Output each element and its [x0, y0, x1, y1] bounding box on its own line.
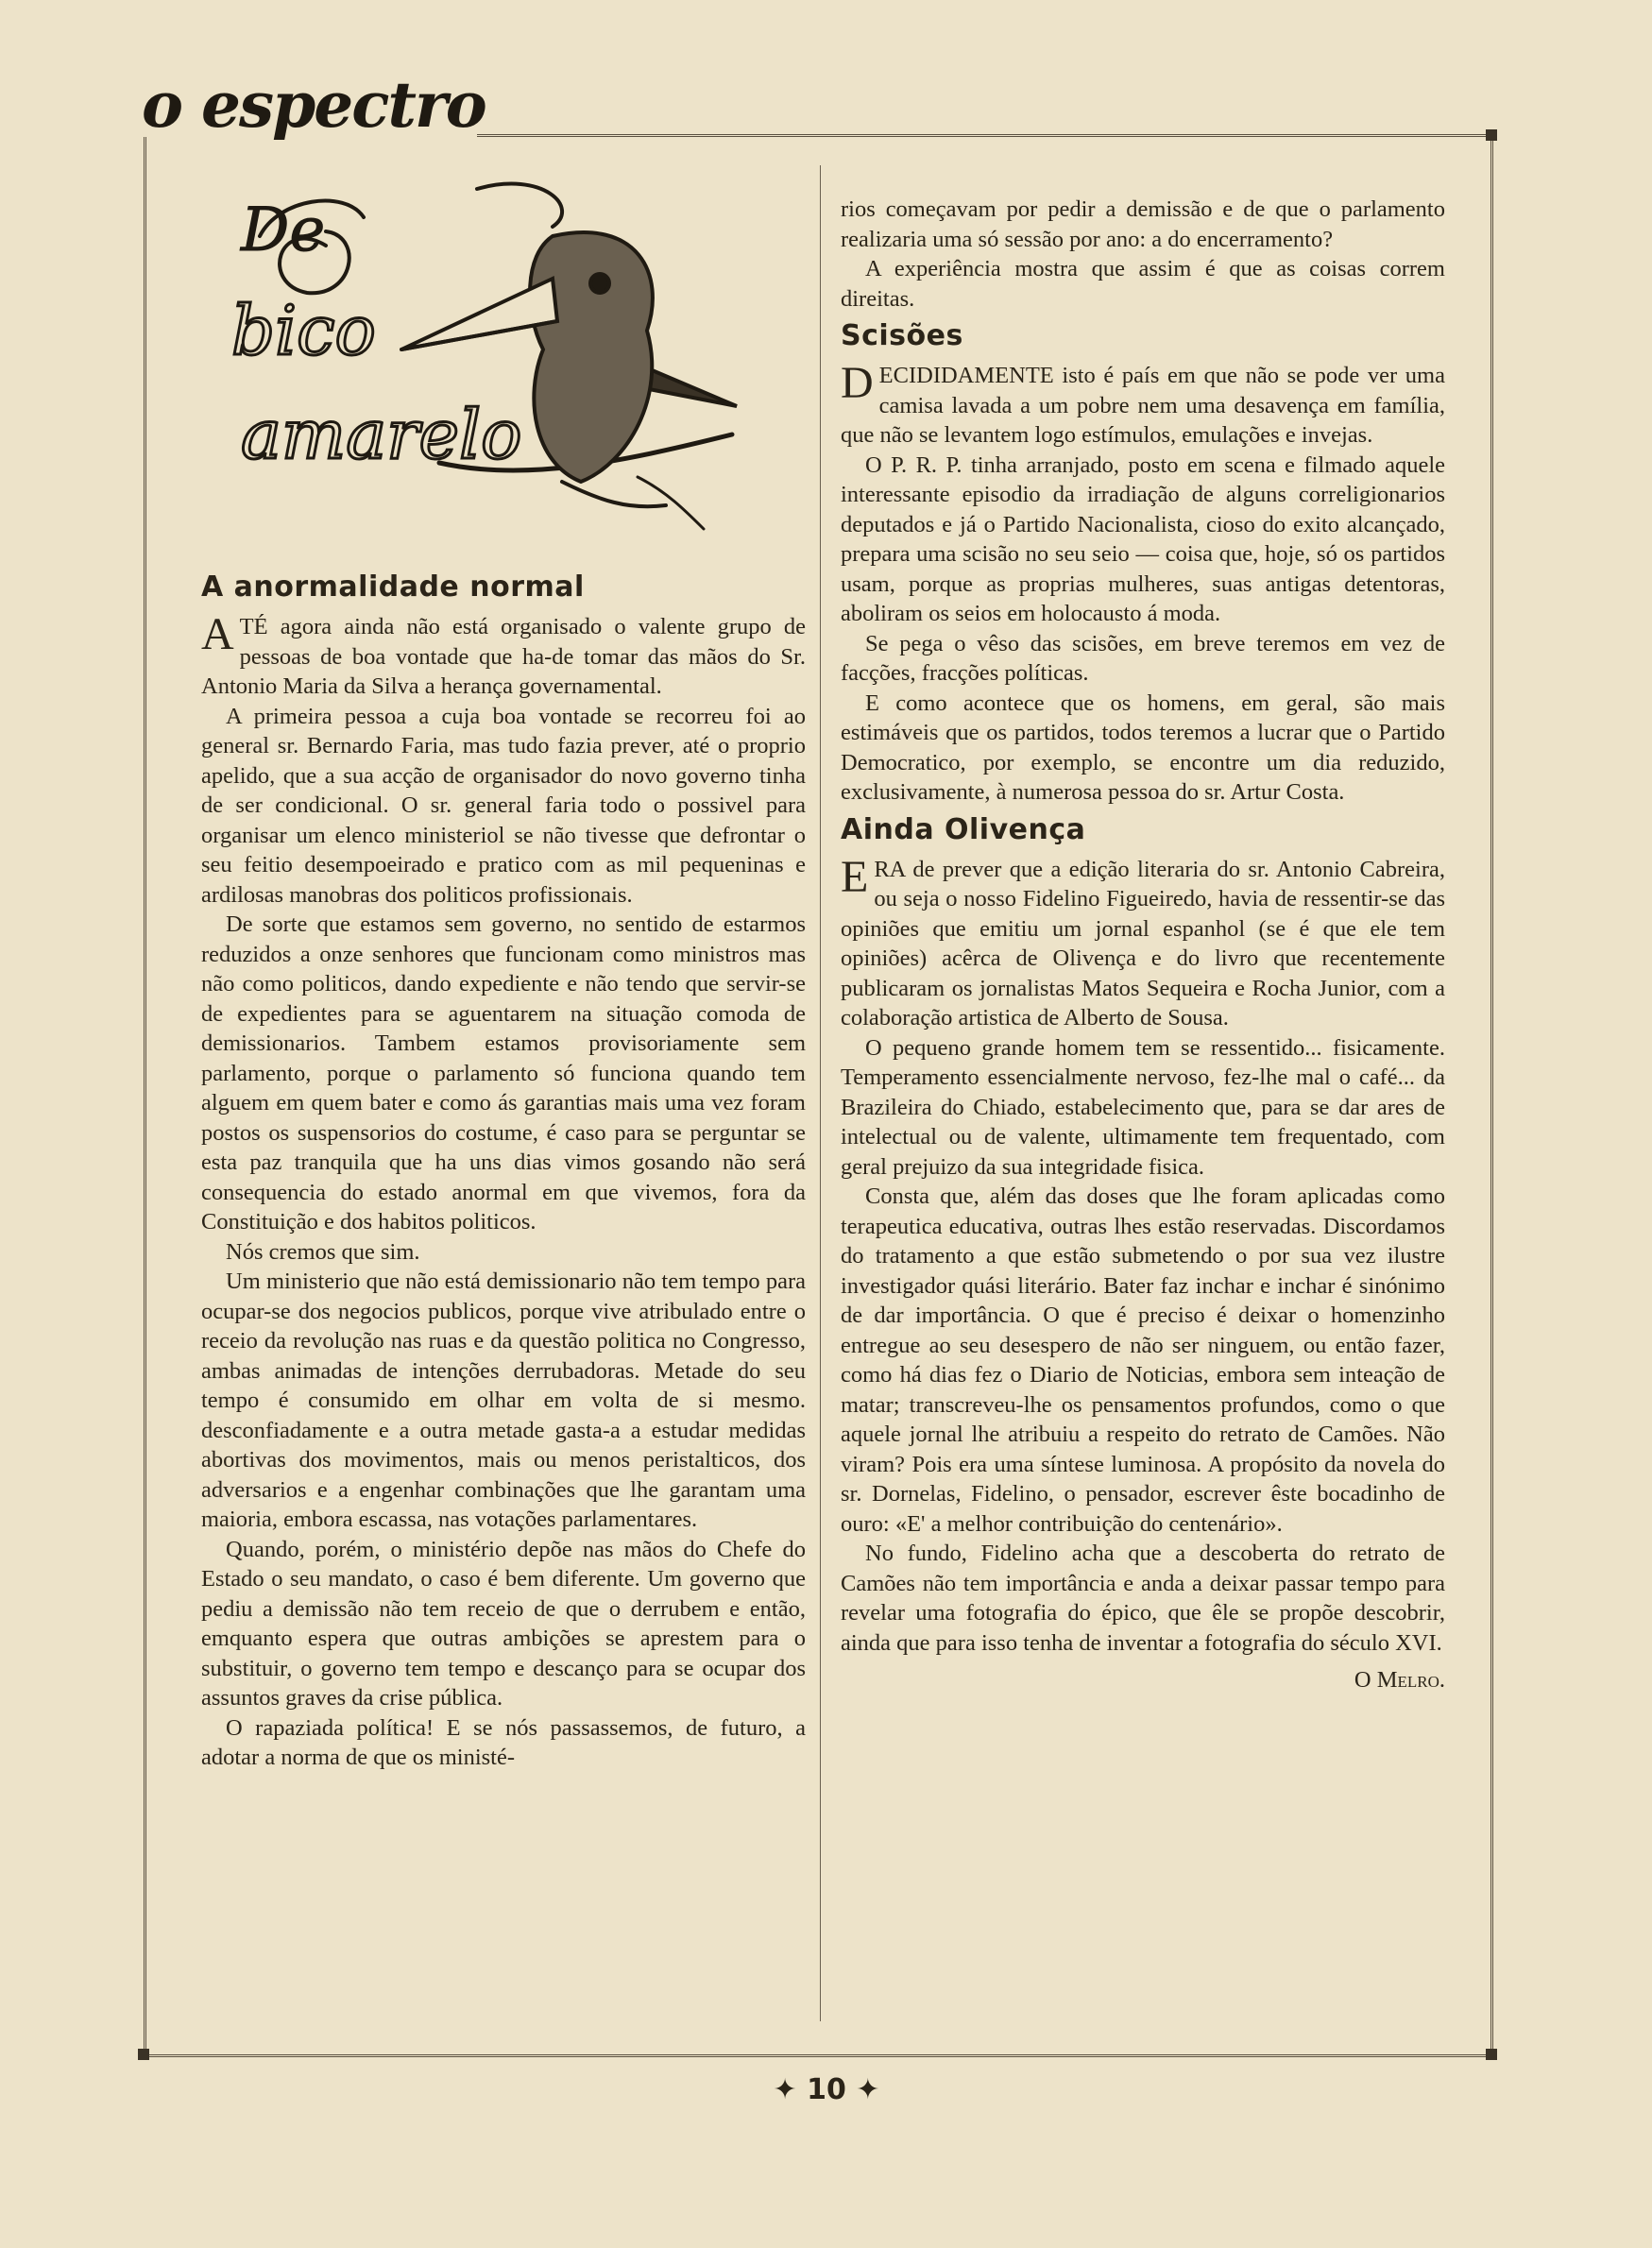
drop-cap: A — [201, 609, 234, 659]
logo-word-bico: bico — [231, 291, 376, 370]
article-paragraph: ATÉ agora ainda não está organisado o valente grupo de pessoas de boa vontade que ha-de tomar das mãos do Sr. Antonio Maria da Silva a herança governamental. — [201, 609, 806, 699]
article-paragraph: O rapaziada política! E se nós passassemos, de futuro, a adotar a norma de que os ministé- — [201, 1714, 806, 1770]
logo-word-de: De — [241, 196, 326, 265]
article-paragraph: Um ministerio que não está demissionario não tem tempo para ocupar-se dos negocios publicos, porque vive atribulado entre o receio da revolução nas ruas e da questão politica no Congresso, ambas animadas de intenções derrubadoras. Metade do seu tempo é consumido em olhar em volta de si mesmo. desconfiadamente e a outra metade gasta-a a estudar medidas abortivas dos movimentos, mais ou menos peristalticos, dos adversarios e a engenhar combinações que lhe garantam uma maioria, embora escassa, nas votações parlamentares. — [201, 1269, 806, 1532]
article-paragraph: Quando, porém, o ministério depõe nas mãos do Chefe do Estado o seu mandato, o caso é bem diferente. Um governo que pediu a demissão não tem receio de que o derrubem e então, emquanto espera que outras ambições se aprestem para o substituir, o governo tem tempo e descanço para se ocupar dos assuntos graves da crise pública. — [201, 1536, 806, 1711]
page-number: ✦ 10 ✦ — [773, 2073, 880, 2106]
top-rule — [477, 134, 1492, 137]
section-heading-olivenca: Ainda Olivença — [841, 812, 1086, 846]
section-heading-scisoes: Scisões — [841, 319, 963, 352]
masthead: o espectro — [142, 68, 485, 142]
article-paragraph: E como acontece que os homens, em geral, são mais estimáveis que os partidos, todos teremos a lucrar que o Partido Democratico, por exemplo, se encontre um dia reduzido, exclusivamente, à numerosa pessoa do sr. Artur Costa. — [841, 690, 1445, 805]
right-column — [841, 195, 1445, 1695]
article-paragraph: A primeira pessoa a cuja boa vontade se recorreu foi ao general sr. Bernardo Faria, mas tudo fazia prever, até o proprio apelido, que a sua acção de organisador do novo governo tinha de ser condicional. O sr. general faria todo o possivel para organisar um elenco ministeriol se não tivesse que defrontar o seu feitio desempoeirado e pratico com as mil pequeninas e ardilosas manobras dos politicos profissionais. — [201, 703, 806, 908]
article-paragraph: O P. R. P. tinha arranjado, posto em scena e filmado aquele interessante episodio da irradiação de alguns correligionarios deputados e já o Partido Nacionalista, cioso do exito alcançado, prepara uma scisão no seu seio — coisa que, hoje, só os partidos usam, porque as proprias mulheres, suas antigas detentoras, aboliram os seios em holocausto á moda. — [841, 451, 1445, 626]
article-paragraph: DECIDIDAMENTE isto é país em que não se pode ver uma camisa lavada a um pobre nem uma desavença em família, que não se levantem logo estímulos, emulações e invejas. — [841, 358, 1445, 448]
corner-ornament — [1486, 2049, 1497, 2060]
frame-right — [1490, 137, 1493, 2054]
article-paragraph: O pequeno grande homem tem se ressentido... fisicamente. Temperamento essencialmente nervoso, fez-lhe mal o café... da Brazileira do Chiado, estabelecimento que, para se dar ares de intelectual ou de valente, ultimamente tem frequentado, com geral prejuizo da sua integridade fisica. — [841, 1034, 1445, 1180]
column-divider — [820, 165, 821, 2021]
drop-cap: D — [841, 358, 874, 408]
drop-cap: E — [841, 851, 869, 902]
bird-illustration — [222, 179, 751, 534]
author-signature: O Melro. — [1354, 1667, 1445, 1693]
article-paragraph: No fundo, Fidelino acha que a descoberta do retrato de Camões não tem importância e anda a deixar passar tempo para revelar uma fotografia do épico, que êle se propõe descobrir, ainda que para isso tenha de inventar a fotografia do século XVI. — [841, 1541, 1445, 1656]
left-column — [201, 565, 806, 1773]
article-paragraph: A experiência mostra que assim é que as coisas correm direitas. — [841, 256, 1445, 312]
logo-word-amarelo: amarelo — [241, 395, 522, 474]
article-paragraph: Se pega o vêso das scisões, em breve teremos em vez de facções, fracções políticas. — [841, 630, 1445, 686]
corner-ornament — [138, 2049, 149, 2060]
article-paragraph: ERA de prever que a edição literaria do sr. Antonio Cabreira, ou seja o nosso Fidelino Figueiredo, havia de ressentir-se das opiniões que emitiu um jornal espanhol (se é que ele tem opiniões) acêrca de Olivença e do livro que recentemente publicaram os jornalistas Matos Sequeira e Rocha Junior, com a colaboração artistica de Alberto de Sousa. — [841, 851, 1445, 1030]
article-paragraph: rios começavam por pedir a demissão e de que o parlamento realizaria uma só sessão por ano: a do encerramento? — [841, 196, 1445, 252]
article-paragraph: Nós cremos que sim. — [226, 1238, 420, 1265]
bottom-rule — [144, 2054, 1492, 2057]
article-heading: A anormalidade normal — [201, 571, 585, 604]
corner-ornament — [1486, 129, 1497, 141]
frame-left — [144, 137, 146, 2054]
article-paragraph: Consta que, além das doses que lhe foram aplicadas como terapeutica educativa, outras lhes estão reservadas. Discordamos do tratamento a que estão submetendo o por sua vez ilustre investigador quási literário. Bater faz inchar e inchar é sinónimo de dar importância. O que é preciso é deixar o homenzinho entregue ao seu desespero de não ser ninguem, ou então fazer, como há dias fez o Diario de Noticias, embora sem inteação de matar; transcreveu-lhe os pensamentos profundos, como o que aquele jornal lhe atribuiu a respeito do retrato de Camões. Não viram? Pois era uma síntese luminosa. A propósito da novela do sr. Dornelas, Fidelino, o pensador, escrever êste bocadinho de ouro: «E' a melhor contribuição do centenário». — [841, 1184, 1445, 1537]
article-paragraph: De sorte que estamos sem governo, no sentido de estarmos reduzidos a onze senhores que funcionam como ministros mas não como politicos, dando expediente e não tendo que servir-se de expedientes para se aguentarem na situação comoda de demissionarios. Tambem estamos provisoriamente sem parlamento, porque o parlamento só funciona quando tem alguem em quem bater e como ás garantias mais uma vez foram postos os suspensorios do costume, é caso para se perguntar se esta paz tranquila que ha uns dias vimos gosando não será consequencia do estado anormal em que vivemos, fora da Constituição e dos habitos politicos. — [201, 911, 806, 1235]
